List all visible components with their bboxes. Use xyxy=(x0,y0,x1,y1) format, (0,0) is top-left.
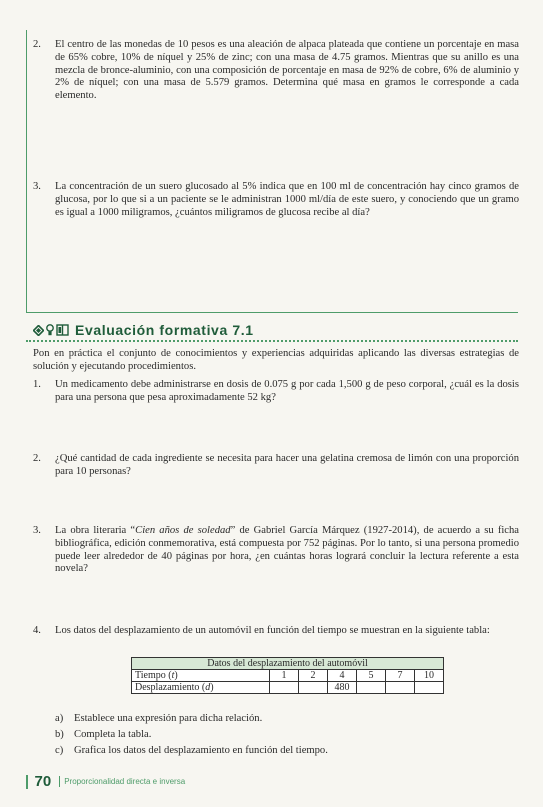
problem-2 xyxy=(33,39,519,103)
exercise-text xyxy=(55,525,519,576)
table-cell: 7 xyxy=(386,670,415,682)
page-number: 70 xyxy=(34,773,52,790)
problem-text: La concentración de un suero glucosado al 5% indica que en 100 ml de concentración hay cinco gramos de glucosa, por lo que si a un paciente se le administran 1000 ml/día de este suero, y conociendo que un gramo es igual a 1000 miligramos, ¿cuántos miligramos de glucosa recibe al día? xyxy=(55,181,519,218)
displacement-table xyxy=(131,657,444,694)
exercise-1 xyxy=(33,379,519,405)
table-cell xyxy=(357,682,386,694)
exercise-number: 2. xyxy=(33,453,41,464)
table-caption: Datos del desplazamiento del automóvil xyxy=(132,658,444,670)
exercise-2 xyxy=(33,453,519,479)
table-row-displacement xyxy=(132,682,444,694)
table-row-time xyxy=(132,670,444,682)
table-cell xyxy=(386,682,415,694)
problem-3 xyxy=(33,181,519,219)
exercise-text-end: ” de Gabriel García Márquez (1927-2014), de acuerdo a su ficha bibliográfica, edición conmemorativa, está compuesta por 752 páginas. Por lo tanto, si una persona promedio puede leer alrededor de 40 páginas por hora, ¿en cuántas horas logrará concluir la lectura referente a esta novela? xyxy=(55,525,519,575)
dotted-divider xyxy=(26,340,518,342)
table-cell xyxy=(299,682,328,694)
subitem-letter: b) xyxy=(55,729,64,740)
footer-bar xyxy=(26,775,28,789)
table-cell: 480 xyxy=(328,682,357,694)
book-title: Cien años de soledad xyxy=(135,525,231,536)
diamond-icon xyxy=(33,325,44,336)
page-footer xyxy=(26,773,185,790)
table-cell xyxy=(415,682,444,694)
book-icon xyxy=(56,324,69,336)
subitem-a xyxy=(55,713,515,726)
problem-number: 2. xyxy=(33,39,41,50)
problem-text: El centro de las monedas de 10 pesos es una aleación de alpaca plateada que contiene un porcentaje en masa de 65% cobre, 10% de níquel y 25% de zinc; con una masa de 4.75 gramos. Mientras que su anillo es una mezcla de bronce-aluminio, con una composición de porcentaje en masa de 92% de cobre, 6% de aluminio y 2% de níquel; con una masa de 5.579 gramos. Determina qué masa en gramos le corresponde a cada elemento. xyxy=(55,39,519,102)
section-frame-bottom xyxy=(26,312,518,313)
problem-number: 3. xyxy=(33,181,41,192)
row-label-time: Tiempo (t) xyxy=(132,670,270,682)
exercise-text: ¿Qué cantidad de cada ingrediente se necesita para hacer una gelatina cremosa de limón con una proporción para 10 personas? xyxy=(55,453,519,477)
exercise-number: 1. xyxy=(33,379,41,390)
table-cell: 5 xyxy=(357,670,386,682)
exercise-number: 4. xyxy=(33,625,41,636)
lightbulb-icon xyxy=(46,324,54,336)
subitem-letter: a) xyxy=(55,713,64,724)
exercise-text: Un medicamento debe administrarse en dosis de 0.075 g por cada 1,500 g de peso corporal, ¿cuál es la dosis para una persona que pesa aproximadamente 52 kg? xyxy=(55,379,519,403)
footer-separator xyxy=(59,776,60,787)
section-intro: Pon en práctica el conjunto de conocimientos y experiencias adquiridas aplicando las diversas estrategias de solución y ejecutando procedimientos. xyxy=(33,348,519,372)
exercise-text: Los datos del desplazamiento de un automóvil en función del tiempo se muestran en la siguiente tabla: xyxy=(55,625,490,636)
table-cell xyxy=(270,682,299,694)
section-title: Evaluación formativa 7.1 xyxy=(75,322,254,338)
exercise-4 xyxy=(33,625,519,638)
table-cell: 4 xyxy=(328,670,357,682)
section-heading xyxy=(33,322,254,338)
table-cell: 2 xyxy=(299,670,328,682)
exercise-number: 3. xyxy=(33,525,41,536)
subitem-c xyxy=(55,745,515,758)
section-icons xyxy=(33,324,69,336)
subitem-text: Grafica los datos del desplazamiento en función del tiempo. xyxy=(74,745,328,756)
section-frame-left xyxy=(26,30,27,312)
subitem-text: Establece una expresión para dicha relación. xyxy=(74,713,263,724)
exercise-text-start: La obra literaria “ xyxy=(55,525,136,536)
subitem-text: Completa la tabla. xyxy=(74,729,152,740)
subitem-b xyxy=(55,729,515,742)
table-cell: 10 xyxy=(415,670,444,682)
row-label-displacement: Desplazamiento (d) xyxy=(132,682,270,694)
exercise-3 xyxy=(33,525,519,576)
subitem-letter: c) xyxy=(55,745,64,756)
footer-chapter-title: Proporcionalidad directa e inversa xyxy=(64,777,186,786)
table-cell: 1 xyxy=(270,670,299,682)
table-header-row xyxy=(132,658,444,670)
